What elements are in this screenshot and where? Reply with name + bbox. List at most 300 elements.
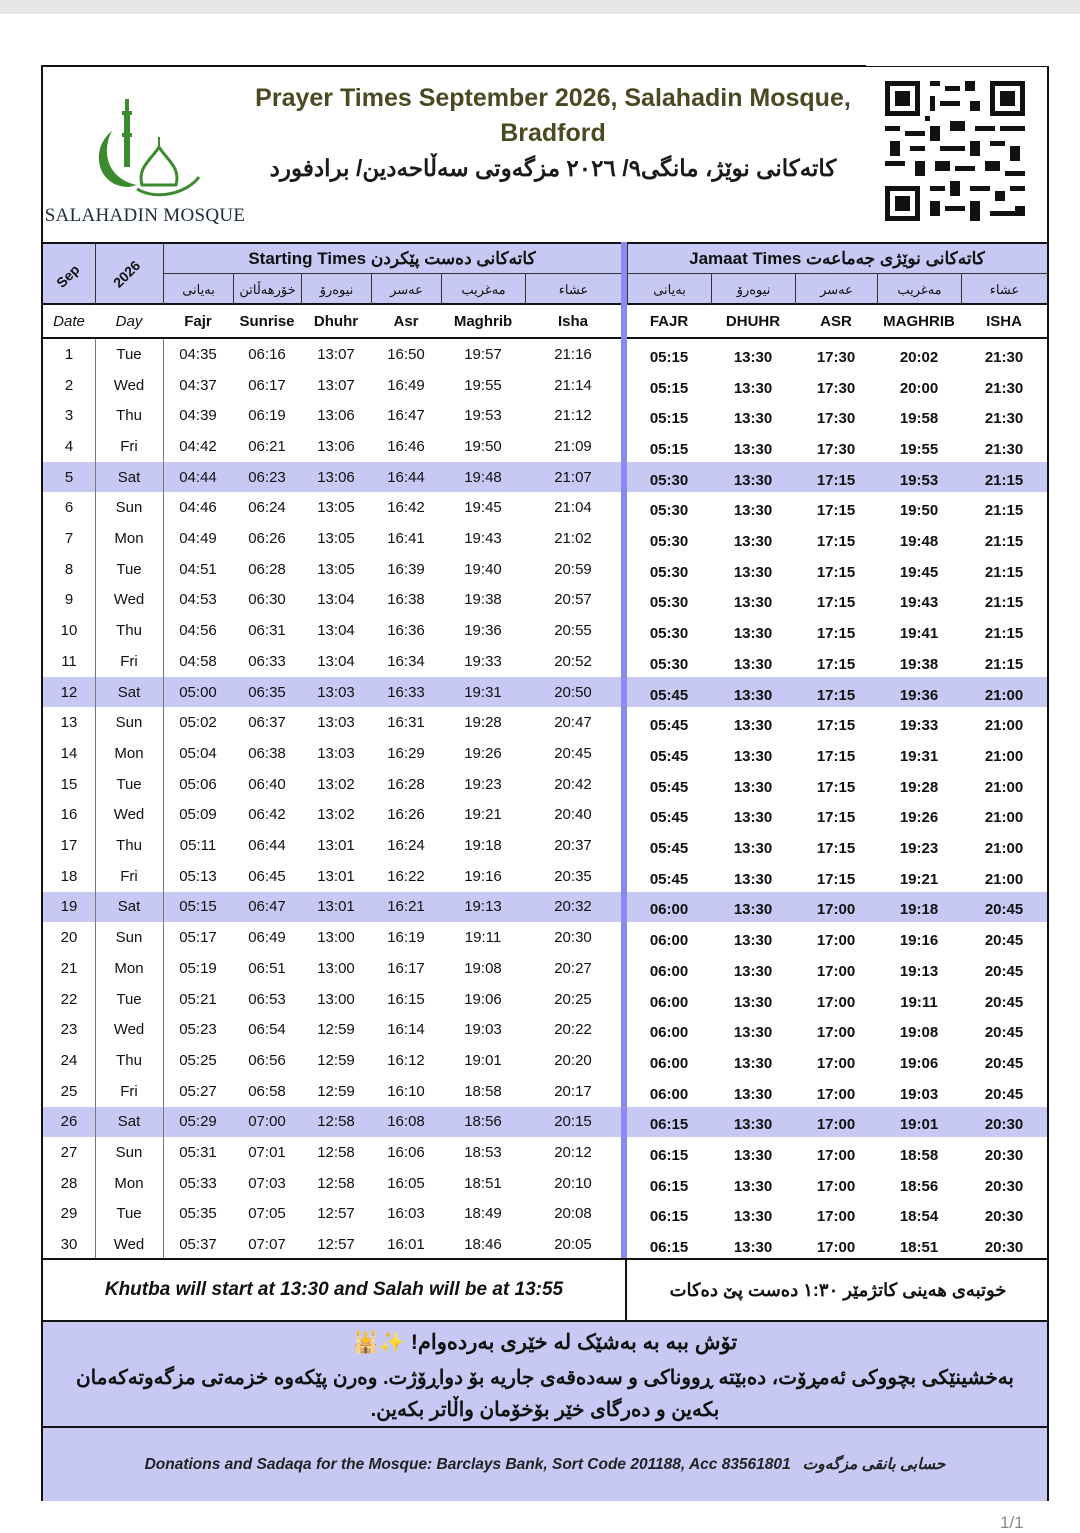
table-cell: Tue [116, 775, 142, 793]
starting-ku-header: نیوەرۆ [301, 274, 371, 305]
table-cell: 13:01 [317, 867, 355, 885]
table-cell: 13:30 [733, 870, 773, 888]
table-row [43, 1076, 1047, 1107]
table-cell: 21:15 [984, 625, 1024, 643]
table-cell: 06:40 [248, 775, 286, 793]
table-cell: 06:45 [248, 867, 286, 885]
table-row [43, 1229, 1047, 1260]
table-cell: 18:54 [899, 1208, 939, 1226]
table-cell: 21:30 [984, 410, 1024, 428]
table-cell: 20:22 [554, 1021, 592, 1039]
jamaat-ku-header: بەیانی [627, 274, 711, 305]
table-cell: 13:05 [317, 530, 355, 548]
table-cell: 19:21 [464, 806, 502, 824]
table-cell: Fri [120, 1082, 138, 1100]
table-cell: 13:00 [317, 929, 355, 947]
table-cell: 17:00 [816, 1054, 856, 1072]
table-cell: 17:15 [816, 870, 856, 888]
khutba-notice [43, 1258, 1047, 1322]
table-row [43, 892, 1047, 923]
table-cell: 21:00 [984, 870, 1024, 888]
table-cell: 13:30 [733, 1085, 773, 1103]
table-cell: 05:45 [649, 717, 689, 735]
table-cell: 13:30 [733, 471, 773, 489]
jamaat-ku-header: مەغریب [877, 274, 961, 305]
table-cell: 17:15 [816, 533, 856, 551]
table-cell: 21:15 [984, 533, 1024, 551]
table-cell: 16:49 [387, 376, 425, 394]
table-row [43, 922, 1047, 953]
table-cell: 17:15 [816, 778, 856, 796]
starting-ku-header: عەسر [371, 274, 441, 305]
table-cell: 7 [64, 530, 74, 548]
donation-kurdish: حسابی بانقی مزگەوت [802, 1456, 946, 1473]
table-cell: 17:00 [816, 1147, 856, 1165]
month-label: Sep [53, 261, 83, 291]
table-cell: 13:30 [733, 379, 773, 397]
table-cell: 05:21 [179, 990, 217, 1008]
table-cell: Fri [120, 867, 138, 885]
table-cell: 17:15 [816, 625, 856, 643]
table-cell: 06:00 [649, 993, 689, 1011]
table-cell: Thu [116, 837, 142, 855]
table-cell: 13:00 [317, 959, 355, 977]
table-cell: 13:30 [733, 533, 773, 551]
table-cell: 20:57 [554, 591, 592, 609]
table-cell: 13:01 [317, 898, 355, 916]
table-cell: 20:30 [984, 1116, 1024, 1134]
sheet-corner-gap [866, 60, 1049, 66]
table-cell: 19:21 [899, 870, 939, 888]
table-cell: 20:45 [554, 744, 592, 762]
table-cell: Mon [114, 530, 144, 548]
table-cell: Thu [116, 407, 142, 425]
table-cell: Sun [115, 1144, 143, 1162]
table-cell: 04:56 [179, 622, 217, 640]
table-cell: 27 [60, 1144, 78, 1162]
table-cell: 13:07 [317, 345, 355, 363]
table-cell: 6 [64, 499, 74, 517]
table-cell: 17:30 [816, 348, 856, 366]
table-cell: 19:36 [464, 622, 502, 640]
table-cell: 05:09 [179, 806, 217, 824]
table-cell: 11 [61, 652, 77, 670]
sheet-header [43, 67, 1047, 242]
table-cell: Mon [114, 959, 144, 977]
table-cell: 14 [60, 744, 78, 762]
table-row [43, 554, 1047, 585]
table-cell: Sat [117, 683, 141, 701]
table-cell: 05:33 [179, 1174, 217, 1192]
table-cell: 20:47 [554, 714, 592, 732]
table-cell: 19:55 [464, 376, 502, 394]
table-cell: 29 [60, 1205, 78, 1223]
table-cell: 10 [60, 622, 78, 640]
table-cell: 17:15 [816, 471, 856, 489]
table-cell: 21:07 [554, 468, 592, 486]
table-cell: 16:36 [387, 622, 425, 640]
table-cell: 04:51 [179, 560, 217, 578]
table-cell: 20:40 [554, 806, 592, 824]
viewer-top-bar [0, 0, 1080, 14]
table-row [43, 339, 1047, 370]
table-cell: 06:16 [248, 345, 286, 363]
column-group-divider [621, 242, 627, 1433]
table-cell: 20 [60, 929, 78, 947]
column-header: Day [115, 312, 143, 330]
table-cell: 06:15 [649, 1239, 689, 1257]
column-header: Isha [557, 312, 588, 330]
table-cell: 19:03 [899, 1085, 939, 1103]
table-cell: 17:00 [816, 932, 856, 950]
table-cell: 05:04 [179, 744, 217, 762]
starting-times-title: Starting Times کاتەکانی دەست پێکردن [163, 244, 621, 274]
table-cell: 19:41 [899, 625, 939, 643]
table-cell: 16:03 [387, 1205, 425, 1223]
column-rule [95, 339, 96, 1260]
table-cell: 13:03 [317, 683, 355, 701]
table-cell: 18:56 [464, 1113, 502, 1131]
table-cell: Sun [115, 499, 143, 517]
table-cell: 16:01 [387, 1236, 425, 1254]
table-cell: 19:31 [464, 683, 502, 701]
table-cell: 19:18 [464, 837, 502, 855]
table-row [43, 738, 1047, 769]
table-cell: 17:15 [816, 809, 856, 827]
table-cell: 16:28 [387, 775, 425, 793]
table-cell: 20:50 [554, 683, 592, 701]
table-cell: 05:25 [179, 1051, 217, 1069]
table-cell: 16:05 [387, 1174, 425, 1192]
table-cell: 20:30 [984, 1208, 1024, 1226]
table-cell: 20:42 [554, 775, 592, 793]
starting-ku-header: مەغریب [441, 274, 525, 305]
table-cell: 16:22 [387, 867, 425, 885]
jamaat-ku-header: نیوەرۆ [711, 274, 795, 305]
table-cell: 05:15 [649, 348, 689, 366]
starting-ku-header: بەیانی [163, 274, 233, 305]
table-cell: 5 [64, 468, 74, 486]
table-cell: 20:45 [984, 1024, 1024, 1042]
table-cell: 16:47 [387, 407, 425, 425]
table-cell: 21:00 [984, 778, 1024, 796]
table-cell: 06:58 [248, 1082, 286, 1100]
table-cell: 21:30 [984, 348, 1024, 366]
table-cell: 13 [60, 714, 78, 732]
table-cell: 06:00 [649, 962, 689, 980]
table-cell: 05:45 [649, 870, 689, 888]
table-cell: 18:51 [899, 1239, 939, 1257]
table-cell: 13:30 [733, 1239, 773, 1257]
table-cell: Wed [113, 806, 145, 824]
table-cell: Mon [114, 744, 144, 762]
table-cell: 17:30 [816, 410, 856, 428]
table-cell: 25 [60, 1082, 78, 1100]
table-cell: 19:45 [464, 499, 502, 517]
table-cell: 19:38 [899, 655, 939, 673]
table-row [43, 431, 1047, 462]
table-cell: 21:15 [984, 563, 1024, 581]
table-cell: 19:53 [464, 407, 502, 425]
table-cell: 13:30 [733, 410, 773, 428]
table-cell: 06:56 [248, 1051, 286, 1069]
table-cell: 18:49 [464, 1205, 502, 1223]
table-cell: 05:30 [649, 502, 689, 520]
khutba-kurdish: خوتبەی هەینی کاتژمێر ١:٣٠ دەست پێ دەکات [669, 1279, 1007, 1300]
table-cell: 19:28 [464, 714, 502, 732]
table-cell: 07:05 [248, 1205, 286, 1223]
table-cell: Wed [113, 1021, 145, 1039]
table-cell: 20:15 [554, 1113, 592, 1131]
table-cell: 16:44 [387, 468, 425, 486]
table-cell: 19:31 [899, 747, 939, 765]
table-cell: 16:38 [387, 591, 425, 609]
table-cell: 16:39 [387, 560, 425, 578]
table-cell: Thu [116, 622, 142, 640]
table-cell: 20:17 [554, 1082, 592, 1100]
table-cell: 04:49 [179, 530, 217, 548]
table-cell: 05:15 [649, 440, 689, 458]
table-cell: 21:15 [984, 594, 1024, 612]
table-cell: 06:42 [248, 806, 286, 824]
table-cell: 05:45 [649, 840, 689, 858]
table-cell: 17:15 [816, 594, 856, 612]
table-cell: 19:23 [464, 775, 502, 793]
column-header: ASR [820, 312, 852, 330]
table-cell: 21:16 [554, 345, 592, 363]
table-cell: 17:30 [816, 440, 856, 458]
table-cell: 05:06 [179, 775, 217, 793]
table-cell: 20:10 [554, 1174, 592, 1192]
table-cell: 20:20 [554, 1051, 592, 1069]
table-cell: 21:30 [984, 440, 1024, 458]
table-cell: 19:08 [899, 1024, 939, 1042]
table-cell: 26 [60, 1113, 78, 1131]
logo-text: SALAHADIN MOSQUE [44, 205, 246, 226]
table-cell: 13:30 [733, 717, 773, 735]
donation-info [43, 1428, 1047, 1501]
table-cell: 17:30 [816, 379, 856, 397]
table-cell: 18:51 [464, 1174, 502, 1192]
table-cell: 06:15 [649, 1116, 689, 1134]
table-cell: 21:02 [554, 530, 592, 548]
table-cell: 16:29 [387, 744, 425, 762]
table-cell: 19:26 [464, 744, 502, 762]
table-cell: 20:45 [984, 932, 1024, 950]
table-row [43, 615, 1047, 646]
charity-appeal [43, 1322, 1047, 1428]
table-cell: 13:04 [317, 652, 355, 670]
table-cell: 20:00 [899, 379, 939, 397]
table-cell: 19:50 [899, 502, 939, 520]
table-cell: 21:00 [984, 747, 1024, 765]
table-cell: 13:05 [317, 560, 355, 578]
table-cell: 21:04 [554, 499, 592, 517]
table-cell: 20:45 [984, 1085, 1024, 1103]
table-cell: 19:45 [899, 563, 939, 581]
table-cell: 19:50 [464, 437, 502, 455]
table-cell: 13:06 [317, 468, 355, 486]
table-cell: 20:45 [984, 1054, 1024, 1072]
table-cell: 06:24 [248, 499, 286, 517]
table-cell: 06:53 [248, 990, 286, 1008]
table-cell: 19:43 [464, 530, 502, 548]
table-cell: 16:46 [387, 437, 425, 455]
table-cell: 20:37 [554, 837, 592, 855]
table-cell: 04:39 [179, 407, 217, 425]
table-cell: 15 [60, 775, 78, 793]
table-cell: 19:13 [464, 898, 502, 916]
table-cell: 16:17 [387, 959, 425, 977]
table-cell: 06:15 [649, 1177, 689, 1195]
table-cell: Fri [120, 437, 138, 455]
table-cell: 13:30 [733, 932, 773, 950]
table-cell: Wed [113, 591, 145, 609]
table-cell: Wed [113, 1236, 145, 1254]
table-cell: 13:04 [317, 591, 355, 609]
table-cell: 05:27 [179, 1082, 217, 1100]
table-cell: Wed [113, 376, 145, 394]
table-cell: 19:16 [899, 932, 939, 950]
table-cell: 21:00 [984, 717, 1024, 735]
table-cell: 05:15 [649, 379, 689, 397]
table-cell: 04:37 [179, 376, 217, 394]
table-cell: 05:37 [179, 1236, 217, 1254]
table-cell: Tue [116, 990, 142, 1008]
table-cell: 04:35 [179, 345, 217, 363]
table-row [43, 1045, 1047, 1076]
table-cell: 16:24 [387, 837, 425, 855]
table-cell: 16:42 [387, 499, 425, 517]
table-cell: 13:30 [733, 962, 773, 980]
table-cell: 20:02 [899, 348, 939, 366]
table-cell: 06:15 [649, 1147, 689, 1165]
table-cell: 05:11 [179, 837, 217, 855]
table-cell: 05:45 [649, 686, 689, 704]
column-header: DHUHR [725, 312, 781, 330]
table-cell: 20:25 [554, 990, 592, 1008]
table-cell: 13:30 [733, 686, 773, 704]
table-cell: 20:27 [554, 959, 592, 977]
table-cell: 24 [60, 1051, 78, 1069]
table-cell: 17:00 [816, 1085, 856, 1103]
table-row [43, 861, 1047, 892]
table-cell: 16:26 [387, 806, 425, 824]
table-row [43, 585, 1047, 616]
table-cell: 06:30 [248, 591, 286, 609]
table-cell: 17:00 [816, 1116, 856, 1134]
table-cell: 05:31 [179, 1144, 217, 1162]
table-cell: 19:08 [464, 959, 502, 977]
appeal-body: بەخشینێکی بچووکی ئەمڕۆت، دەبێتە ڕووناکی و سەدەقەی جاریە بۆ دواڕۆژت. وەرن پێکەوە خزمەتی مزگەوتەکەمان بکەین و دەرگای خێر بۆخۆمان واڵاتر بکەین. [75, 1367, 1014, 1421]
table-cell: 06:00 [649, 932, 689, 950]
table-cell: 07:01 [248, 1144, 286, 1162]
table-cell: 17:15 [816, 747, 856, 765]
table-cell: 1 [64, 345, 74, 363]
table-cell: 19:57 [464, 345, 502, 363]
table-row [43, 370, 1047, 401]
table-cell: 20:30 [554, 929, 592, 947]
table-row [43, 1168, 1047, 1199]
table-cell: 13:04 [317, 622, 355, 640]
table-cell: 04:58 [179, 652, 217, 670]
column-header: Date [53, 312, 85, 330]
table-cell: 3 [64, 407, 74, 425]
table-cell: Sat [117, 468, 141, 486]
table-cell: 19:18 [899, 901, 939, 919]
starting-ku-header: عشاء [525, 274, 621, 305]
table-cell: 13:30 [733, 1208, 773, 1226]
table-row [43, 493, 1047, 524]
table-cell: 13:30 [733, 901, 773, 919]
table-cell: Sat [117, 1113, 141, 1131]
table-row [43, 953, 1047, 984]
qr-code-icon[interactable] [885, 81, 1025, 221]
table-cell: 12:58 [317, 1144, 355, 1162]
table-cell: 18 [60, 867, 78, 885]
table-cell: 13:30 [733, 502, 773, 520]
table-cell: 05:15 [179, 898, 217, 916]
donation-english: Donations and Sadaqa for the Mosque: Barclays Bank, Sort Code 201188, Acc 83561801 [144, 1455, 791, 1473]
table-cell: 07:07 [248, 1236, 286, 1254]
table-row [43, 707, 1047, 738]
table-cell: 16:21 [387, 898, 425, 916]
table-cell: 20:05 [554, 1236, 592, 1254]
column-rule [163, 339, 164, 1260]
table-cell: 19:26 [899, 809, 939, 827]
table-cell: 9 [64, 591, 74, 609]
table-cell: 17:00 [816, 1177, 856, 1195]
table-cell: Sat [117, 898, 141, 916]
table-cell: 21:00 [984, 840, 1024, 858]
table-cell: 06:15 [649, 1208, 689, 1226]
table-cell: 19:13 [899, 962, 939, 980]
table-cell: 4 [64, 437, 74, 455]
table-cell: Tue [116, 560, 142, 578]
table-cell: 16:33 [387, 683, 425, 701]
table-cell: 16:19 [387, 929, 425, 947]
table-cell: 18:56 [899, 1177, 939, 1195]
table-row [43, 769, 1047, 800]
table-cell: 17:00 [816, 1208, 856, 1226]
table-cell: 13:30 [733, 1147, 773, 1165]
table-row [43, 1107, 1047, 1138]
table-cell: 05:35 [179, 1205, 217, 1223]
table-row [43, 646, 1047, 677]
table-cell: 13:30 [733, 1116, 773, 1134]
table-cell: 13:06 [317, 407, 355, 425]
table-cell: 21:15 [984, 471, 1024, 489]
table-cell: 19:06 [899, 1054, 939, 1072]
table-cell: 04:44 [179, 468, 217, 486]
table-cell: 05:30 [649, 625, 689, 643]
table-cell: Tue [116, 1205, 142, 1223]
table-cell: 21:00 [984, 686, 1024, 704]
table-cell: 16 [60, 806, 78, 824]
table-cell: 06:17 [248, 376, 286, 394]
column-header: MAGHRIB [883, 312, 955, 330]
table-cell: 19:03 [464, 1021, 502, 1039]
table-cell: 13:30 [733, 993, 773, 1011]
table-cell: 06:23 [248, 468, 286, 486]
column-header: Sunrise [239, 312, 295, 330]
table-cell: 05:30 [649, 471, 689, 489]
table-cell: 06:28 [248, 560, 286, 578]
table-cell: 2 [64, 376, 74, 394]
table-row [43, 800, 1047, 831]
table-cell: 30 [60, 1236, 78, 1254]
table-cell: 05:45 [649, 778, 689, 796]
